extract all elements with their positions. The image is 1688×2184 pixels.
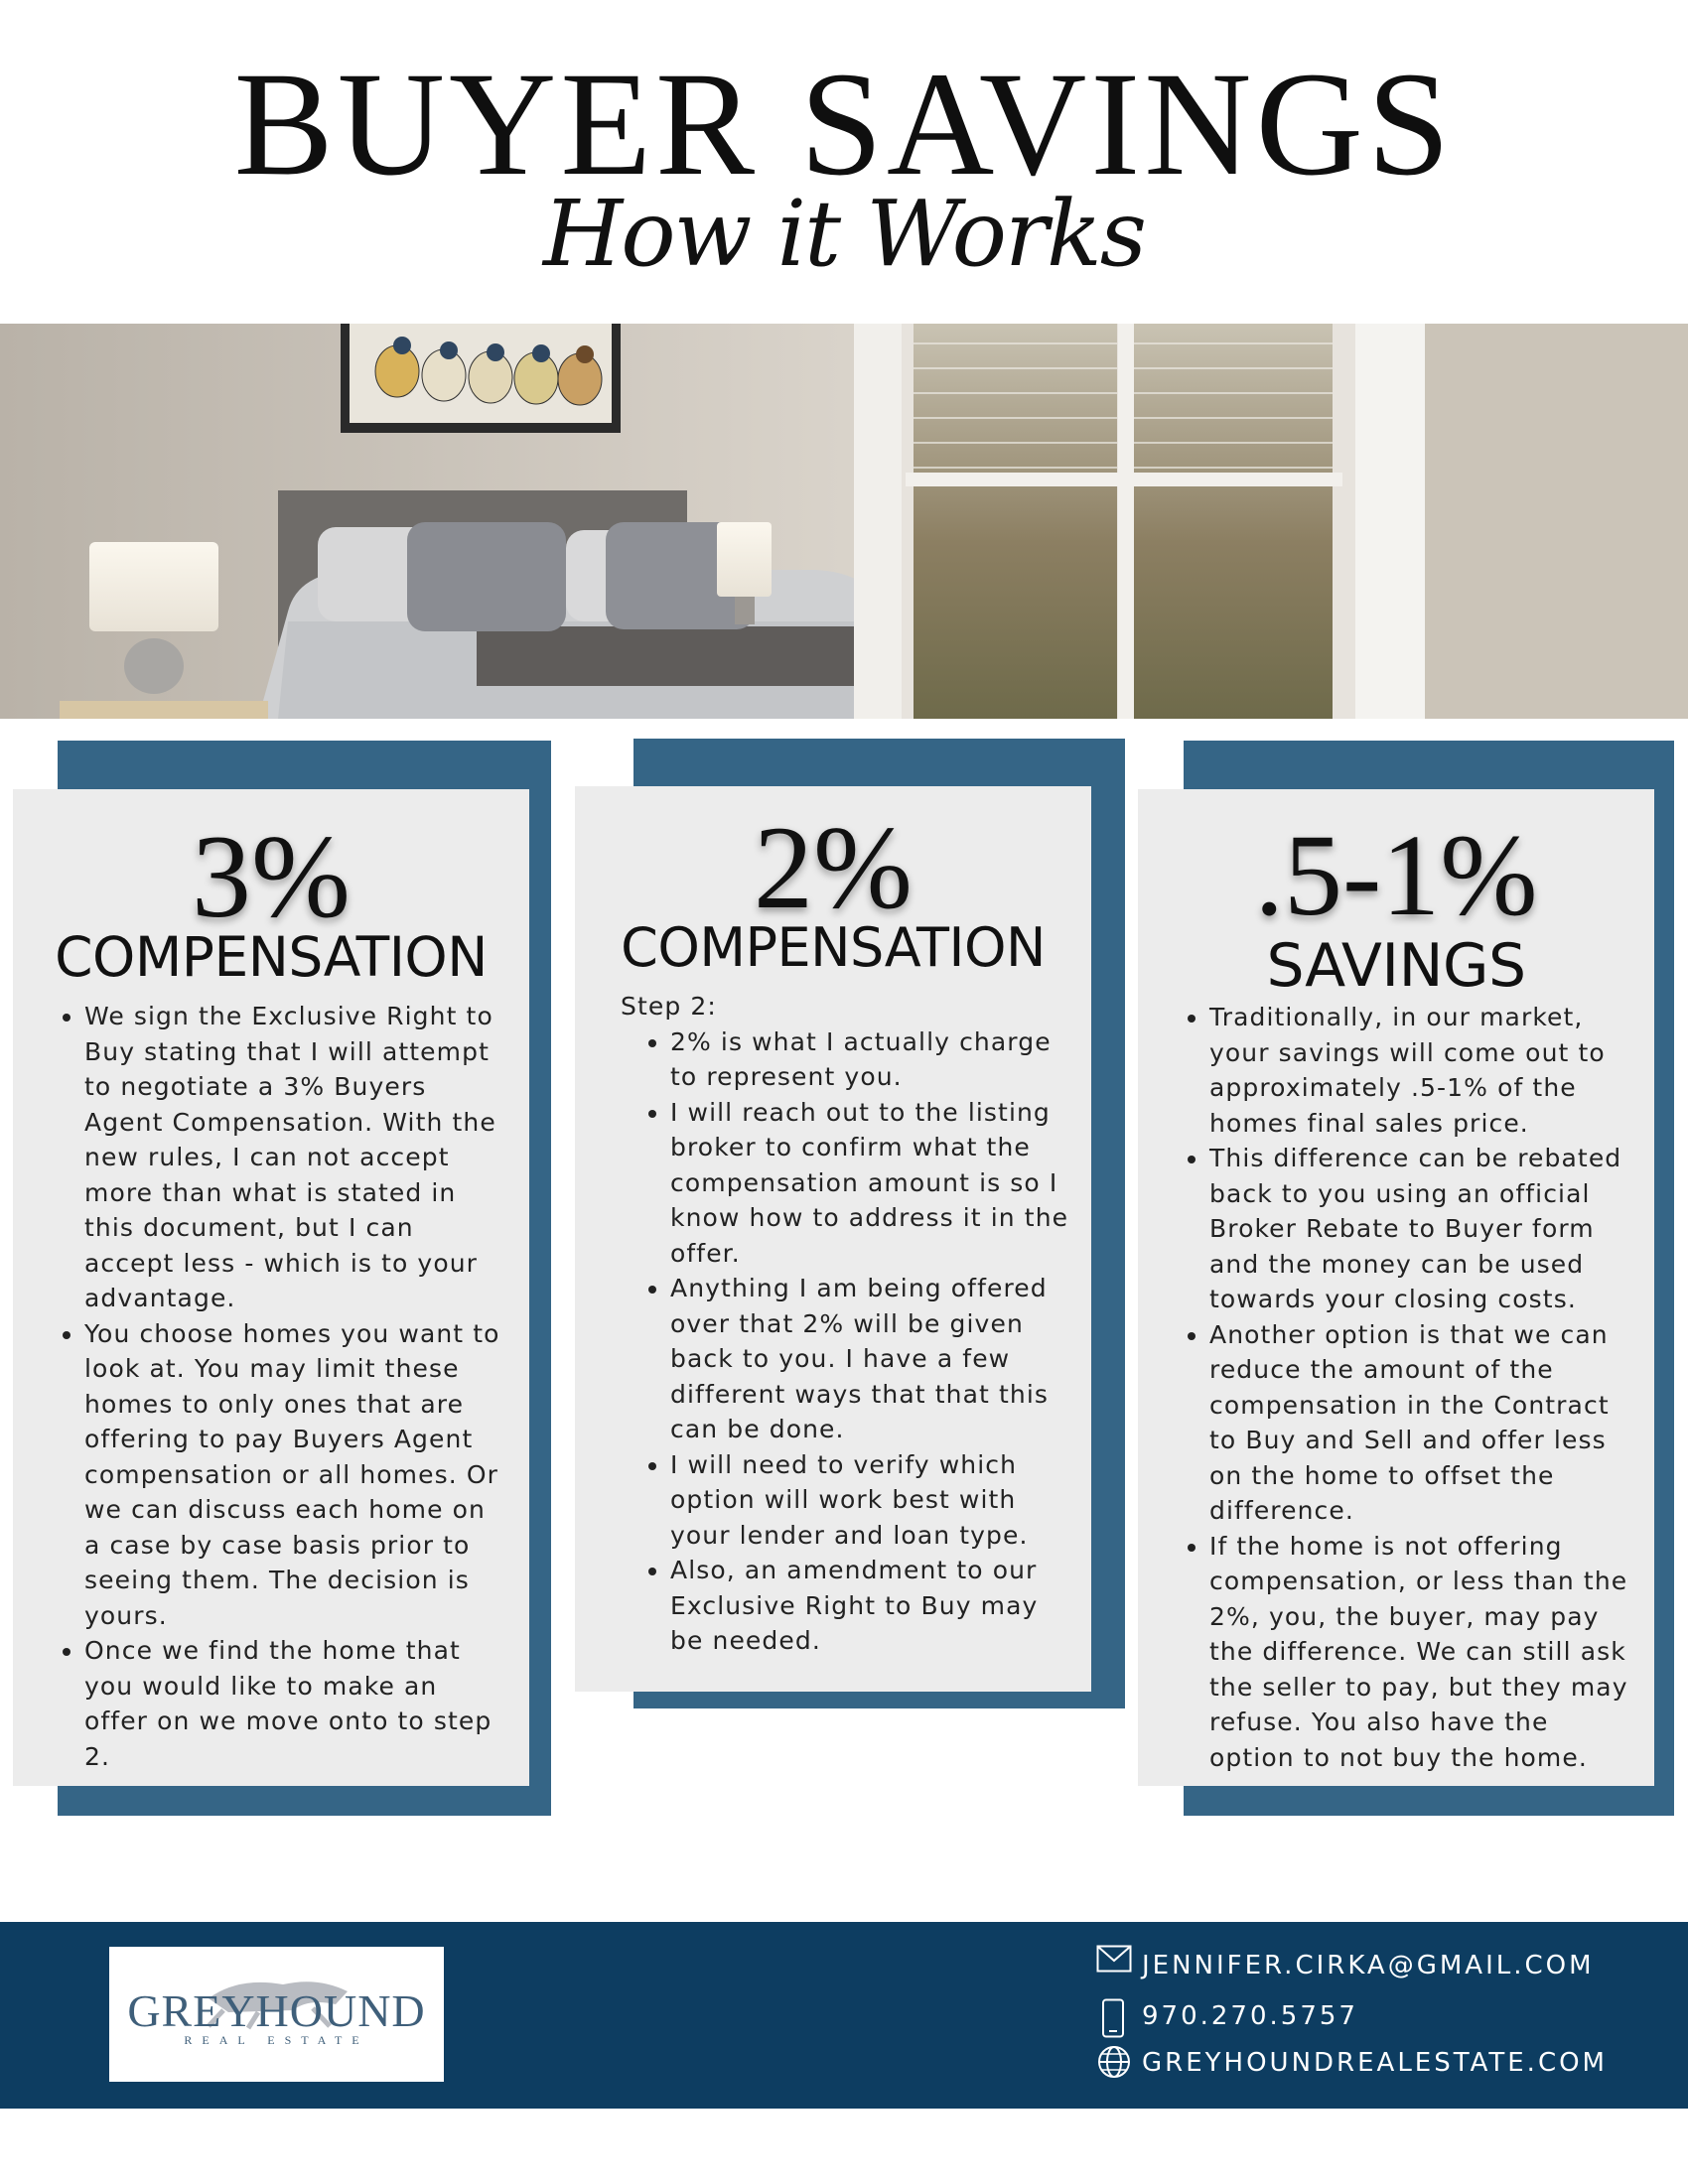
list-item: • I will reach out to the listing broker to confirm what the compensation amount is so I know how to address it in the offer.	[670, 1095, 1073, 1272]
page-subtitle: How it Works	[543, 181, 1145, 287]
logo-text: GREYHOUND	[127, 1985, 426, 2036]
list-item: • Once we find the home that you would like to make an offer on we move onto to step 2.	[84, 1633, 503, 1774]
card-percent: .5-1%	[1254, 810, 1538, 940]
card-2-percent	[575, 786, 1091, 1692]
card-percent: 3%	[192, 810, 351, 942]
list-item: • Another option is that we can reduce the amount of the compensation in the Contract to Buy and Sell and offer less on the home to offset the difference.	[1209, 1317, 1636, 1529]
step-label: Step 2:	[621, 992, 717, 1021]
card-percent: 2%	[754, 801, 913, 933]
company-logo[interactable]	[109, 1947, 444, 2082]
list-item: • I will need to verify which option will work best with your lender and loan type.	[670, 1447, 1073, 1554]
logo-subtext: REAL ESTATE	[184, 2033, 369, 2047]
list-item: • You choose homes you want to look at. You may limit these homes to only ones that are offering to pay Buyers Agent compensation or all homes. Or we can discuss each home on a case by case basis prior to seeing them. The decision is yours.	[84, 1316, 503, 1634]
card-body	[33, 999, 503, 1774]
list-item: • Traditionally, in our market, your savings will come out to approximately .5-1% of the homes final sales price.	[1209, 1000, 1636, 1141]
list-item: • Also, an amendment to our Exclusive Right to Buy may be needed.	[670, 1553, 1073, 1659]
bedroom-photo	[0, 324, 1688, 719]
phone-icon	[1101, 1998, 1125, 2038]
card-heading: COMPENSATION	[621, 916, 1046, 979]
list-item: • If the home is not offering compensation, or less than the 2%, you, the buyer, may pay the difference. We can still ask the seller to pay, but they may refuse. You also have the option to not buy the home.	[1209, 1529, 1636, 1776]
list-item: • Anything I am being offered over that 2% will be given back to you. I have a few different ways that that this can be done.	[670, 1271, 1073, 1447]
card-heading: COMPENSATION	[55, 925, 488, 989]
envelope-icon	[1096, 1945, 1132, 1973]
footer	[0, 1922, 1688, 2109]
contact-website[interactable]: GREYHOUNDREALESTATE.COM	[1142, 2048, 1608, 2078]
contact-email[interactable]: JENNIFER.CIRKA@GMAIL.COM	[1142, 1951, 1595, 1980]
contact-phone[interactable]: 970.270.5757	[1142, 2001, 1358, 2031]
card-body	[621, 989, 1073, 1659]
card-body	[1158, 1000, 1636, 1775]
list-item: • We sign the Exclusive Right to Buy stating that I will attempt to negotiate a 3% Buyers Agent Compensation. With the new rules, I can not accept more than what is stated in this document, but I can accept less - which is to your advantage.	[84, 999, 503, 1316]
card-3-percent	[13, 789, 529, 1786]
list-item: • 2% is what I actually charge to represent you.	[670, 1024, 1073, 1095]
globe-icon	[1097, 2045, 1131, 2079]
list-item: • This difference can be rebated back to you using an official Broker Rebate to Buyer form and the money can be used towards your closing costs.	[1209, 1141, 1636, 1317]
card-savings	[1138, 789, 1654, 1786]
card-heading: SAVINGS	[1266, 931, 1526, 1001]
page-title: BUYER SAVINGS	[233, 42, 1455, 206]
